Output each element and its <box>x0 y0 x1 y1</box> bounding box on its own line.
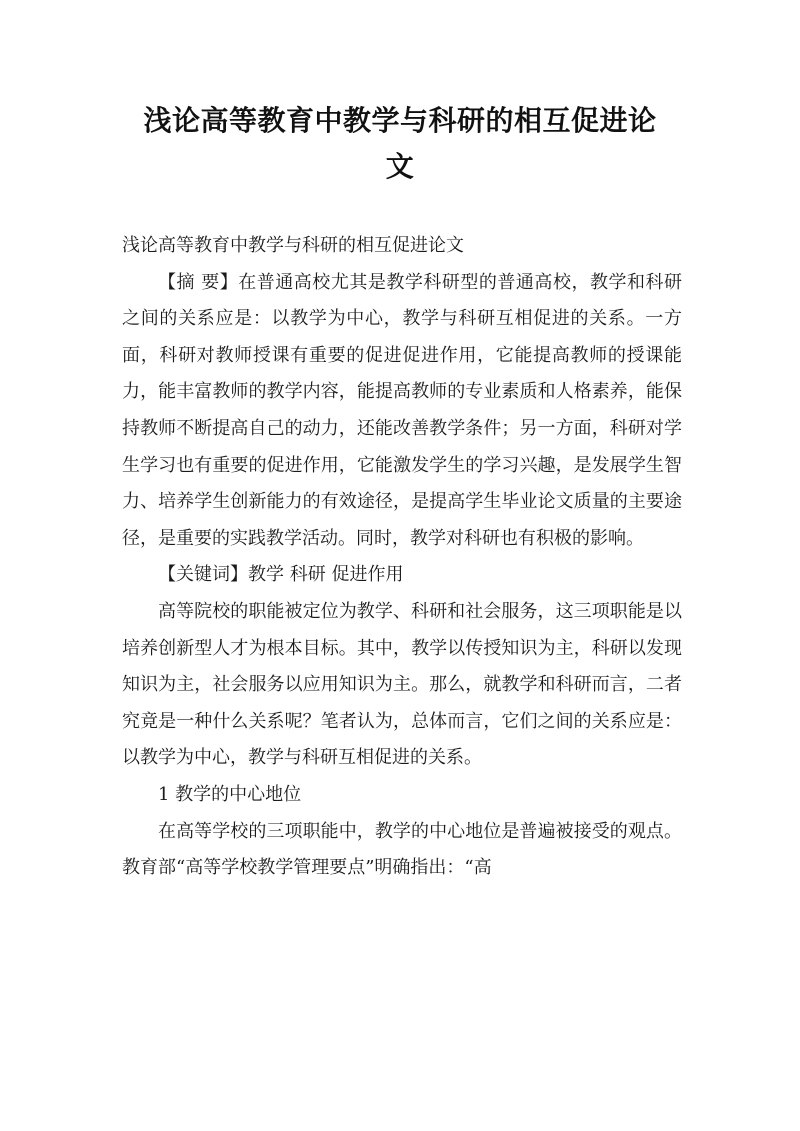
abstract-paragraph: 【摘 要】在普通高校尤其是教学科研型的普通高校，教学和科研之间的关系应是：以教学为中心，教学与科研互相促进的关系。一方面，科研对教师授课有重要的促进促进作用，它能提高教师的授课能力，能丰富教师的教学内容，能提高教师的专业素质和人格素养，能保持教师不断提高自己的动力，还能改善教学条件；另一方面，科研对学生学习也有重要的促进作用，它能激发学生的学习兴趣，是发展学生智力、培养学生创新能力的有效途径，是提高学生毕业论文质量的主要途径，是重要的实践教学活动。同时，教学对科研也有积极的影响。 <box>122 271 682 549</box>
document-title <box>100 98 700 190</box>
document-body <box>122 228 682 887</box>
subtitle-paragraph: 浅论高等教育中教学与科研的相互促进论文 <box>122 235 464 256</box>
title-line-2: 文 <box>385 150 415 183</box>
intro-paragraph: 高等院校的职能被定位为教学、科研和社会服务，这三项职能是以培养创新型人才为根本目标。其中，教学以传授知识为主，科研以发现知识为主，社会服务以应用知识为主。那么，就教学和科研而言，二者究竟是一种什么关系呢？笔者认为，总体而言，它们之间的关系应是：以教学为中心，教学与科研互相促进的关系。 <box>122 600 682 769</box>
section-heading-1: 1 教学的中心地位 <box>158 783 302 805</box>
keywords-paragraph: 【关键词】教学 科研 促进作用 <box>158 564 404 586</box>
section-1-paragraph: 在高等学校的三项职能中，教学的中心地位是普遍被接受的观点。教育部“高等学校教学管理要点”明确指出：“高 <box>122 820 682 879</box>
title-line-1: 浅论高等教育中教学与科研的相互促进论 <box>143 104 657 137</box>
